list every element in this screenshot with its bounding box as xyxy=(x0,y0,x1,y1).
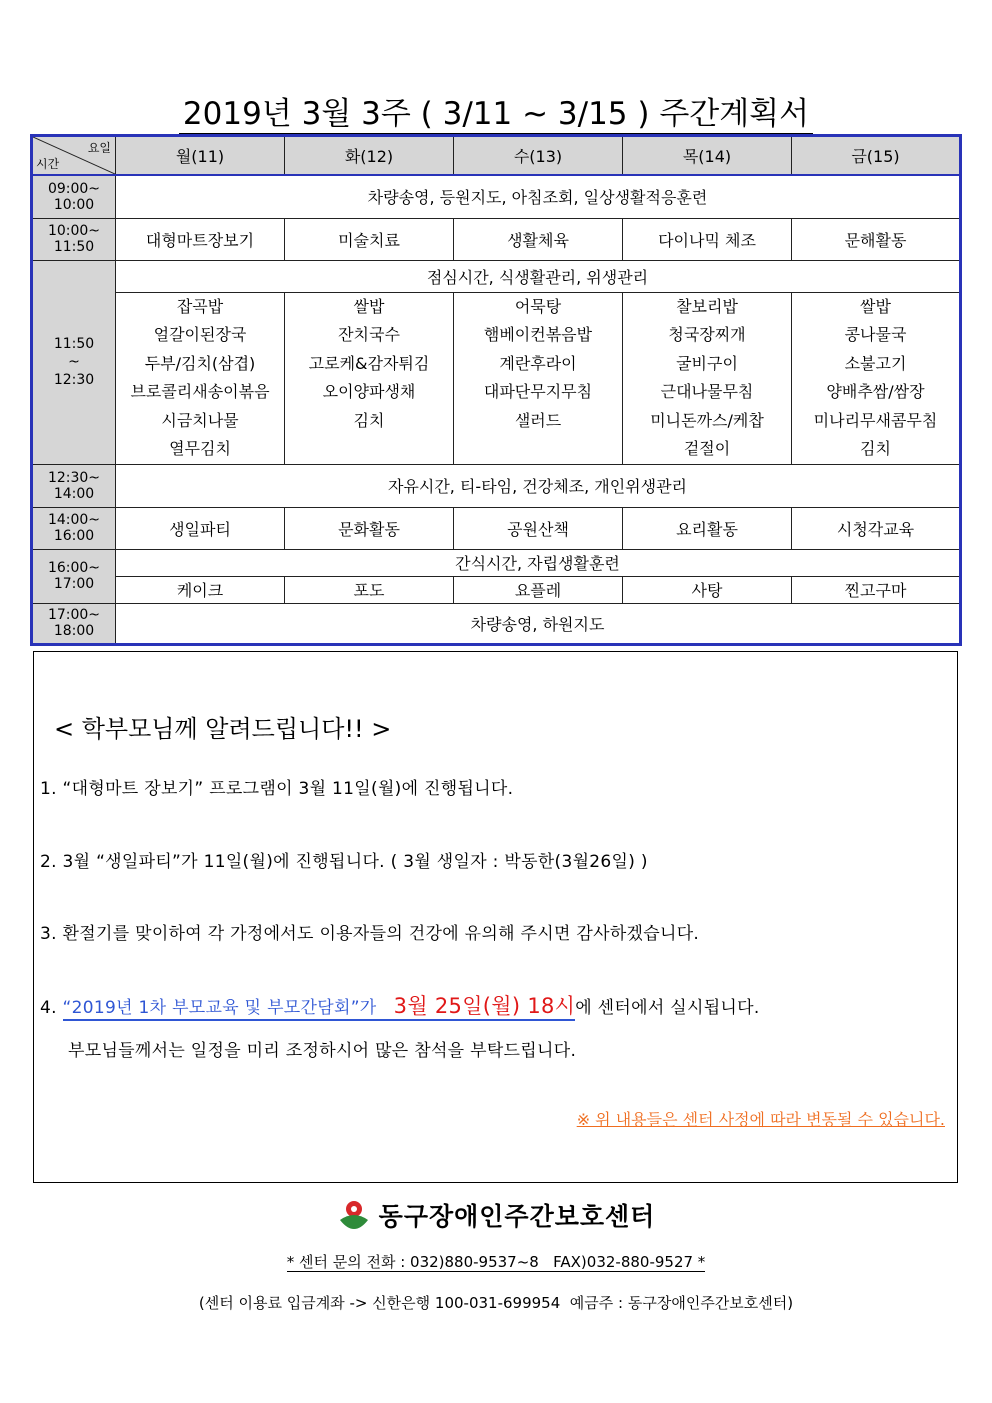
corner-time-label: 시간 xyxy=(36,157,60,171)
menu-item: 얼갈이된장국 xyxy=(153,325,247,344)
center-footer xyxy=(0,1197,992,1233)
lunch-title: 점심시간, 식생활관리, 위생관리 xyxy=(116,260,961,292)
program1-fri: 문해활동 xyxy=(792,218,961,260)
caution-note: ※ 위 내용들은 센터 사정에 따라 변동될 수 있습니다. xyxy=(576,1110,945,1129)
snack-title: 간식시간, 자립생활훈련 xyxy=(116,549,961,576)
program2-wed: 공원산책 xyxy=(454,507,623,549)
menu-item: 콩나물국 xyxy=(844,325,907,344)
table-row xyxy=(32,292,961,464)
item4-event: “2019년 1차 부모교육 및 부모간담회”가 xyxy=(62,998,377,1018)
contact-info xyxy=(0,1251,992,1272)
menu-item: 찰보리밥 xyxy=(676,296,738,316)
center-logo-icon xyxy=(337,1198,371,1232)
time-label: 10:00~ 11:50 xyxy=(47,223,101,255)
table-row xyxy=(32,175,961,218)
evening-activity: 차량송영, 하원지도 xyxy=(116,603,961,644)
menu-item: 굴비구이 xyxy=(676,353,738,373)
snack-thu: 사탕 xyxy=(623,576,792,603)
menu-item: 시금치나물 xyxy=(161,410,239,430)
day-header-wed: 수(13) xyxy=(454,136,623,176)
title-text: 2019년 3월 3주 ( 3/11 ~ 3/15 ) 주간계획서 xyxy=(179,96,813,135)
notice-item-4 xyxy=(40,990,760,1020)
table-row xyxy=(32,603,961,644)
program2-tue: 문화활동 xyxy=(285,507,454,549)
contact-text: * 센터 문의 전화 : 032)880-9537~8 FAX)032-880-9527 * xyxy=(286,1253,706,1271)
menu-item: 잔치국수 xyxy=(338,325,400,344)
program1-wed: 생활체육 xyxy=(454,218,623,260)
lunch-menu-fri xyxy=(792,292,961,464)
menu-item: 겉절이 xyxy=(683,439,731,458)
day-header-thu: 목(14) xyxy=(623,136,792,176)
menu-item: 고로케&감자튀김 xyxy=(308,353,430,373)
menu-item: 양배추쌈/쌈장 xyxy=(826,382,925,401)
snack-mon: 케이크 xyxy=(116,576,285,603)
time-cell xyxy=(32,603,116,644)
item4-highlight xyxy=(62,994,576,1021)
lunch-menu-tue xyxy=(285,292,454,464)
menu-item: 소불고기 xyxy=(844,353,907,373)
program2-mon: 생일파티 xyxy=(116,507,285,549)
lunch-menu-thu xyxy=(623,292,792,464)
menu-item: 김치 xyxy=(353,410,385,430)
parent-notice-box xyxy=(33,651,958,1183)
time-cell xyxy=(32,549,116,603)
menu-item: 브로콜리새송이볶음 xyxy=(130,382,270,401)
menu-item: 김치 xyxy=(860,439,891,458)
menu-item: 쌀밥 xyxy=(353,296,385,316)
free-time-activity: 자유시간, 티-타임, 건강체조, 개인위생관리 xyxy=(116,464,961,507)
program1-mon: 대형마트장보기 xyxy=(116,218,285,260)
table-row xyxy=(32,260,961,292)
lunch-menu-mon xyxy=(116,292,285,464)
snack-fri: 찐고구마 xyxy=(792,576,961,603)
time-cell xyxy=(32,218,116,260)
day-header-tue: 화(12) xyxy=(285,136,454,176)
day-header-mon: 월(11) xyxy=(116,136,285,176)
program2-fri: 시청각교육 xyxy=(792,507,961,549)
item4-date: 3월 25일(월) 18시 xyxy=(393,994,576,1018)
time-label: 14:00~ 16:00 xyxy=(47,512,101,544)
page-title xyxy=(0,88,992,133)
time-cell xyxy=(32,260,116,464)
menu-item: 근대나물무침 xyxy=(660,382,754,401)
menu-item: 잡곡밥 xyxy=(176,296,224,316)
table-row xyxy=(32,218,961,260)
day-header-fri: 금(15) xyxy=(792,136,961,176)
menu-item: 미니돈까스/케찹 xyxy=(650,410,764,430)
corner-day-label: 요일 xyxy=(87,141,111,155)
item4-rest: 에 센터에서 실시됩니다. xyxy=(575,998,760,1018)
weekly-schedule-table xyxy=(30,134,962,646)
menu-item: 청국장찌개 xyxy=(668,325,746,344)
bank-info: (센터 이용료 입금계좌 -> 신한은행 100-031-699954 예금주 : 동구장애인주간보호센터) xyxy=(198,1294,794,1312)
menu-item: 어묵탕 xyxy=(514,296,562,316)
table-row xyxy=(32,576,961,603)
program2-thu: 요리활동 xyxy=(623,507,792,549)
menu-item: 햄베이컨볶음밥 xyxy=(483,325,593,344)
lunch-menu-wed xyxy=(454,292,623,464)
program1-thu: 다이나믹 체조 xyxy=(623,218,792,260)
corner-cell xyxy=(32,136,116,176)
table-header-row xyxy=(32,136,961,176)
snack-tue: 포도 xyxy=(285,576,454,603)
time-cell xyxy=(32,507,116,549)
notice-item-2: 2. 3월 “생일파티”가 11일(월)에 진행됩니다. ( 3월 생일자 : 박동한(3월26일) ) xyxy=(40,852,648,872)
program1-tue: 미술치료 xyxy=(285,218,454,260)
time-label: 11:50 ~ 12:30 xyxy=(53,336,95,388)
time-label: 09:00~ 10:00 xyxy=(47,180,101,213)
item4-number: 4. xyxy=(40,998,63,1018)
time-cell xyxy=(32,175,116,218)
snack-wed: 요플레 xyxy=(454,576,623,603)
menu-item: 두부/김치(삼겹) xyxy=(144,353,256,373)
table-row xyxy=(32,507,961,549)
notice-item-1: 1. “대형마트 장보기” 프로그램이 3월 11일(월)에 진행됩니다. xyxy=(40,779,514,799)
menu-item: 미나리무새콤무침 xyxy=(813,410,938,430)
menu-item: 열무김치 xyxy=(169,439,231,458)
menu-item: 샐러드 xyxy=(514,410,562,430)
center-name: 동구장애인주간보호센터 xyxy=(378,1202,656,1231)
morning-activity: 차량송영, 등원지도, 아침조회, 일상생활적응훈련 xyxy=(116,175,961,218)
menu-item: 오이양파생채 xyxy=(322,382,416,401)
time-label: 16:00~ 17:00 xyxy=(47,560,101,592)
notice-heading: < 학부모님께 알려드립니다!! > xyxy=(54,715,392,743)
menu-item: 대파단무지무침 xyxy=(483,382,593,401)
time-label: 17:00~ 18:00 xyxy=(47,607,101,639)
table-row xyxy=(32,549,961,576)
notice-item-4-line2: 부모님들께서는 일정을 미리 조정하시어 많은 참석을 부탁드립니다. xyxy=(68,1041,577,1061)
notice-item-3: 3. 환절기를 맞이하여 각 가정에서도 이용자들의 건강에 유의해 주시면 감사하겠습니다. xyxy=(40,924,700,944)
menu-item: 쌀밥 xyxy=(860,296,891,316)
time-cell xyxy=(32,464,116,507)
menu-item: 계란후라이 xyxy=(499,353,577,373)
table-row xyxy=(32,464,961,507)
time-label: 12:30~ 14:00 xyxy=(47,469,101,502)
